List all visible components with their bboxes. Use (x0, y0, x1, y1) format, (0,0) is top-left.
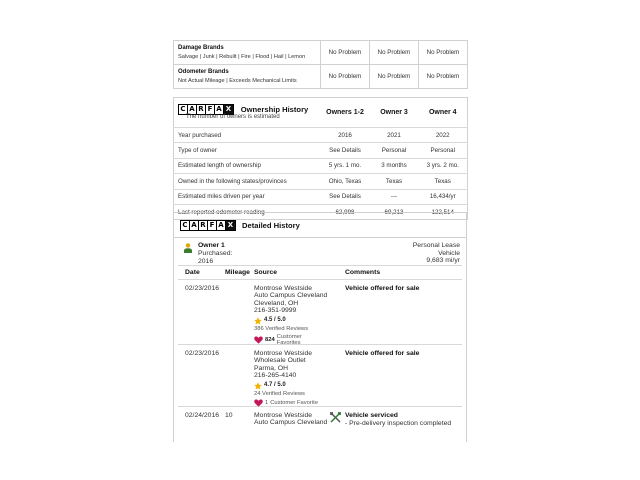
person-icon (184, 243, 192, 253)
table-row: Owned in the following states/provinces Ohio, Texas Texas Texas (174, 174, 468, 189)
verified-reviews-link[interactable]: 24 Verified Reviews (254, 390, 305, 397)
record-date: 02/24/2016 (185, 412, 220, 419)
table-row: Year purchased 2016 2021 2022 (174, 128, 468, 143)
favorites-count: 824 (265, 337, 275, 344)
record-source: Montrose Westside Auto Campus Cleveland Cleveland, OH 216-351-9999 4.5 / 5.0 386 Verified Reviews 824 Customer Favorites (254, 285, 328, 347)
source-phone: 216-265-4140 (254, 372, 297, 380)
table-row: Type of owner See Details Personal Personal (174, 143, 468, 158)
owner-miles-per-year: 9,683 mi/yr (426, 257, 460, 264)
record-date: 02/23/2016 (185, 350, 220, 357)
record-source: Montrose Westside Auto Campus Cleveland (254, 412, 328, 427)
odometer-brands-value: No Problem (321, 65, 370, 89)
source-rating: 4.5 / 5.0 (264, 316, 286, 323)
star-icon (254, 317, 262, 325)
source-rating: 4.7 / 5.0 (264, 381, 286, 388)
history-column-headers (178, 266, 462, 280)
record-mileage: 10 (225, 412, 233, 419)
damage-brands-value: No Problem (419, 41, 468, 65)
star-icon (254, 382, 262, 390)
damage-brands-row (174, 41, 468, 65)
history-record (178, 345, 462, 407)
odometer-brands-row (174, 65, 468, 89)
record-comment: Vehicle offered for sale (345, 350, 420, 357)
damage-brands-list: Salvage | Junk | Rebuilt | Fire | Flood | Hail | Lemon (178, 54, 306, 60)
favorites-count: 1 (265, 400, 269, 407)
source-column-header: Source (254, 269, 278, 276)
record-comment: Vehicle offered for sale (345, 285, 420, 292)
vehicle-history-report (173, 40, 467, 427)
comments-column-header: Comments (345, 269, 381, 276)
source-name[interactable]: Montrose Westside (254, 285, 313, 292)
verified-reviews-link[interactable]: 386 Verified Reviews (254, 325, 309, 332)
heart-icon (254, 336, 263, 344)
ownership-history-title: Ownership History (240, 105, 309, 114)
ownership-header-row (174, 98, 468, 128)
ownership-history-subtitle: The number of owners is estimated (186, 114, 280, 120)
history-record (178, 280, 462, 345)
odometer-brands-value: No Problem (370, 65, 419, 89)
damage-brands-value: No Problem (370, 41, 419, 65)
owner-purchased: Purchased: 2016 (198, 250, 233, 265)
brands-table (173, 40, 468, 89)
heart-icon (254, 399, 263, 407)
owner-type: Personal Lease Vehicle 9,683 mi/yr (412, 242, 460, 264)
detailed-history-title: Detailed History (242, 220, 300, 230)
record-source: Montrose Westside Wholesale Outlet Parma, OH 216-265-4140 4.7 / 5.0 24 Verified Reviews 1 Customer Favorite (254, 350, 318, 407)
detailed-history-section (173, 212, 467, 442)
mileage-column-header: Mileage (225, 269, 250, 276)
ownership-history-table (173, 97, 468, 220)
odometer-brands-value: No Problem (419, 65, 468, 89)
damage-brands-value: No Problem (321, 41, 370, 65)
owner-column-header: Owners 1-2 (326, 109, 364, 116)
owner-column-header: Owner 3 (380, 109, 408, 116)
record-comment-detail: - Pre-delivery inspection completed (345, 419, 452, 427)
detailed-history-header (174, 213, 466, 238)
service-wrench-icon (330, 412, 341, 423)
record-date: 02/23/2016 (185, 285, 220, 292)
table-row: Last reported odometer reading 62,998 69,213 122,514 (174, 204, 468, 219)
odometer-brands-title: Odometer Brands (178, 69, 229, 75)
owner-column-header: Owner 4 (428, 109, 457, 116)
carfax-logo: C A R F A X (178, 104, 234, 115)
record-comment: Vehicle serviced (345, 412, 398, 419)
table-row: Estimated miles driven per year See Details --- 16,434/yr (174, 189, 468, 204)
source-name[interactable]: Montrose Westside (254, 350, 313, 357)
owner-name: Owner 1 (198, 242, 225, 249)
history-record (178, 407, 462, 437)
owner-summary (178, 238, 462, 266)
carfax-logo: C A R F A X (180, 220, 236, 231)
date-column-header: Date (185, 269, 200, 276)
source-phone: 216-351-9999 (254, 307, 297, 315)
source-name[interactable]: Montrose Westside (254, 412, 313, 419)
damage-brands-title: Damage Brands (178, 45, 224, 51)
table-row: Estimated length of ownership 5 yrs. 1 mo. 3 months 3 yrs. 2 mo. (174, 158, 468, 173)
odometer-brands-list: Not Actual Mileage | Exceeds Mechanical Limits (178, 78, 297, 84)
